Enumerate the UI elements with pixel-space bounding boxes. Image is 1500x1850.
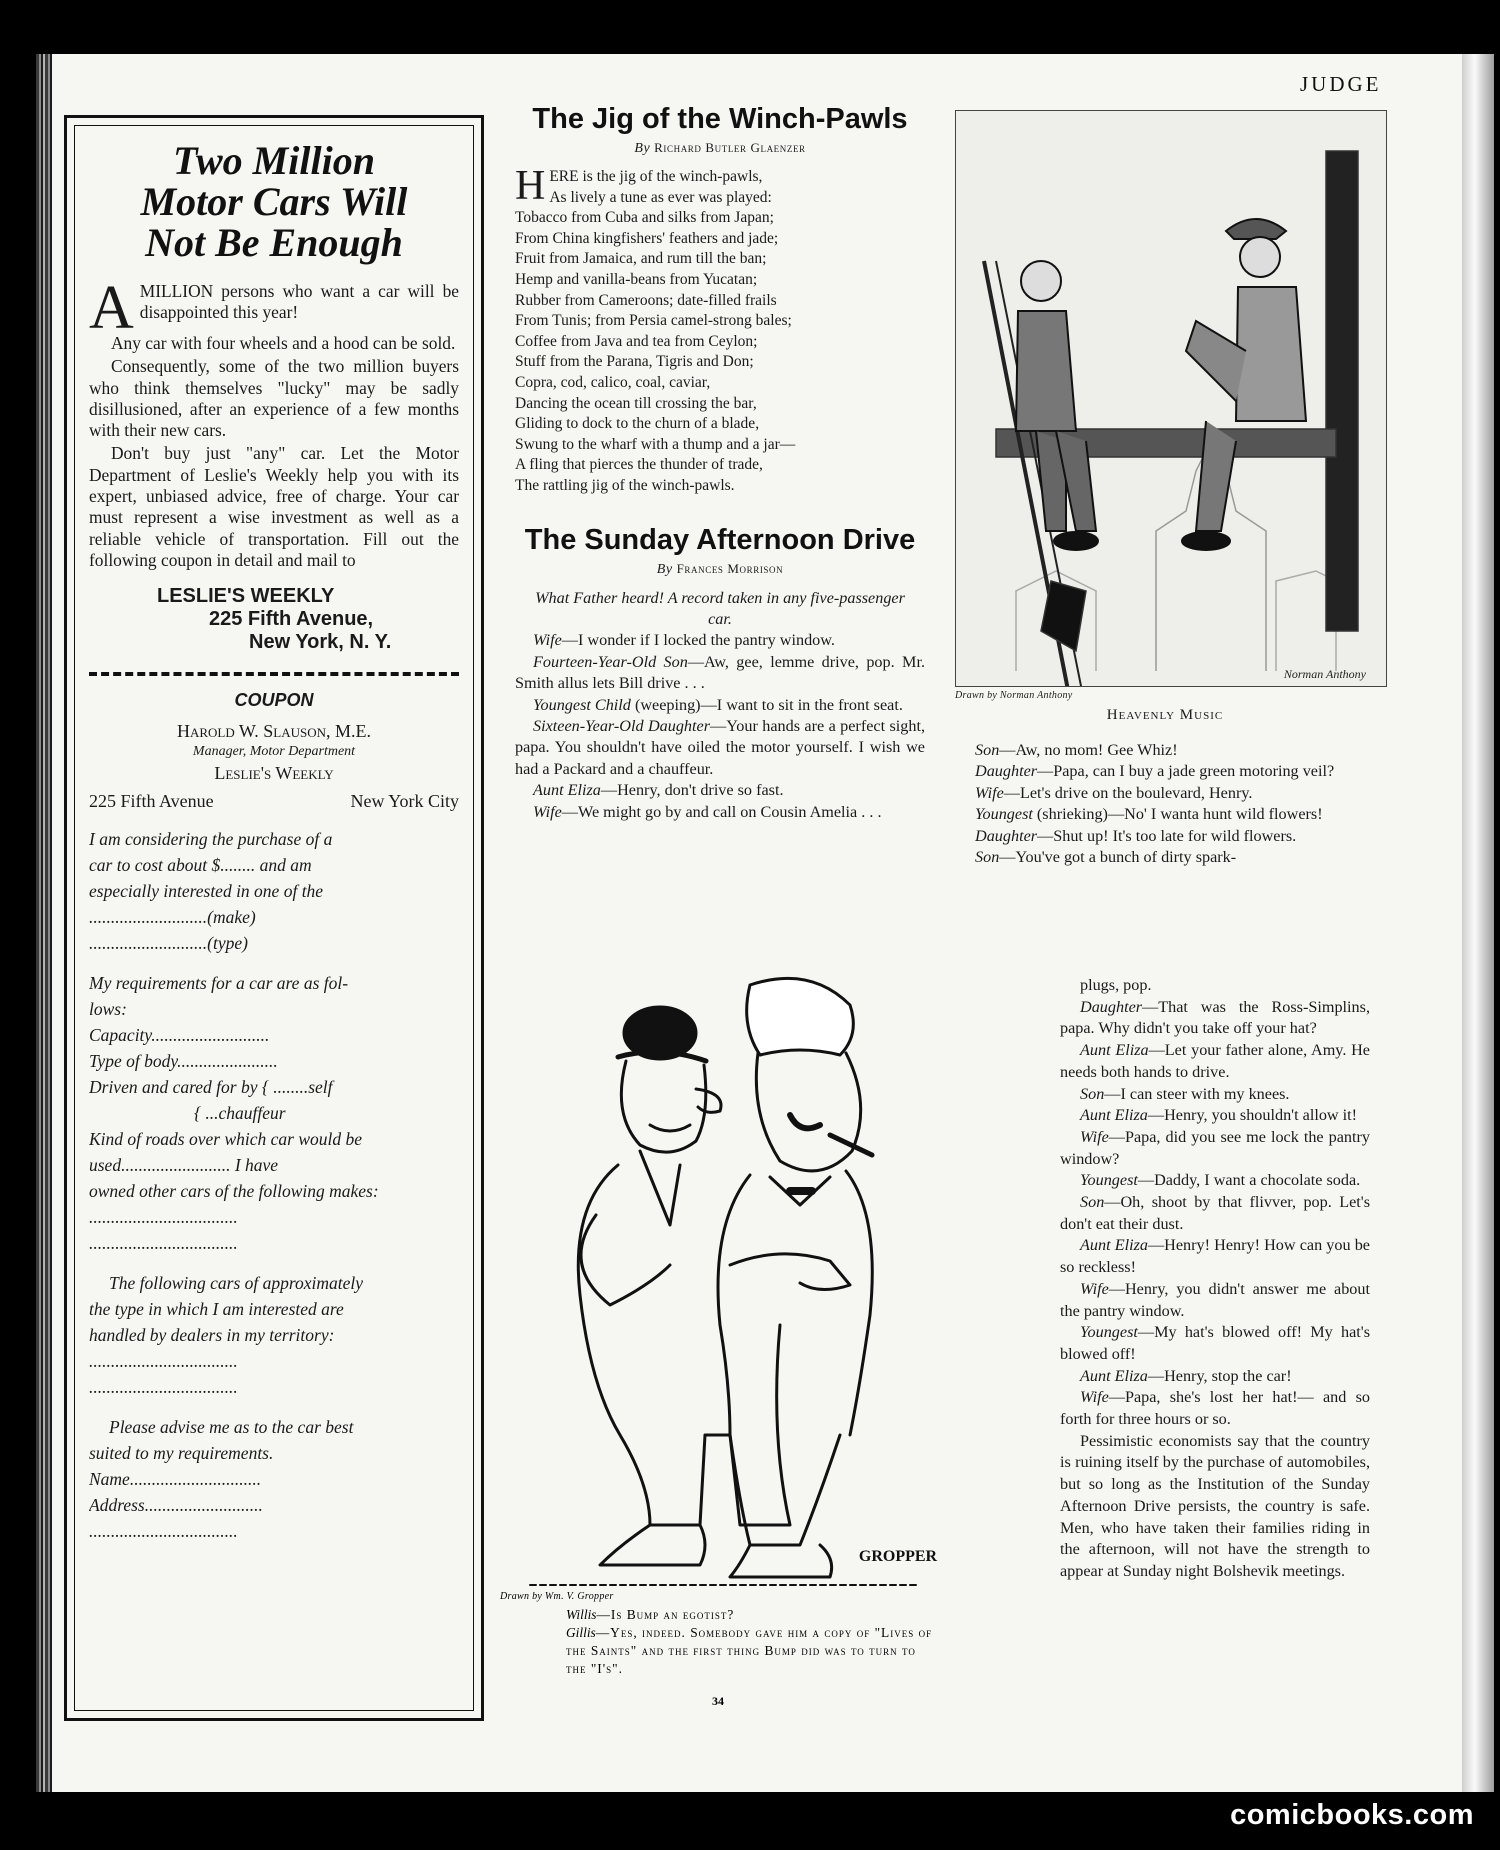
speaker: Wife	[1080, 1279, 1109, 1298]
drive-author: Frances Morrison	[676, 560, 784, 576]
poem-line: As lively a tune as ever was played:	[549, 188, 772, 206]
dialogue-line	[1060, 1235, 1370, 1278]
caption-line-1	[536, 1606, 936, 1624]
poem-title: The Jig of the Winch-Pawls	[532, 103, 908, 135]
dialogue-line	[955, 847, 1375, 868]
address-line: LESLIE'S WEEKLY	[157, 585, 335, 608]
drive-byline	[515, 561, 925, 578]
dialogue-line	[515, 802, 925, 823]
cartoon-illustration	[500, 965, 940, 1605]
coupon-form-line[interactable]: ..................................	[89, 1377, 238, 1398]
drive-title: The Sunday Afternoon Drive	[524, 523, 916, 556]
poem-line: Gliding to dock to the churn of a blade,	[515, 415, 760, 433]
speaker: Gillis	[566, 1625, 596, 1640]
illustration-heavenly-music	[955, 110, 1387, 687]
page-edge	[1462, 54, 1494, 1792]
right-column	[955, 690, 1375, 868]
coupon-form-line[interactable]: Name..............................	[89, 1469, 262, 1490]
dialogue-line	[515, 716, 925, 780]
coupon-cut-line	[89, 672, 459, 676]
dialogue-line	[1060, 1387, 1370, 1430]
dialogue-line	[1060, 997, 1370, 1040]
coupon-form-line[interactable]: ..................................	[89, 1351, 238, 1372]
speaker: Aunt Eliza	[1080, 1366, 1148, 1385]
cartoon-two-men	[500, 965, 940, 1625]
dialogue-text: plugs, pop.	[1080, 976, 1152, 994]
coupon-form-line[interactable]: ..................................	[89, 1233, 238, 1254]
dialogue-line	[1060, 1366, 1370, 1388]
coupon-form-line[interactable]: I am considering the purchase of a	[89, 829, 333, 850]
caption-line-2	[536, 1624, 936, 1678]
coupon-form-line[interactable]: Please advise me as to the car best	[109, 1417, 354, 1438]
dialogue-text: —Aw, no mom! Gee Whiz!	[999, 741, 1178, 759]
dialogue-line	[1060, 1279, 1370, 1322]
drive-continued-narrow	[1060, 975, 1370, 1583]
speaker: Youngest	[1080, 1323, 1138, 1342]
poem-line: Copra, cod, calico, coal, caviar,	[515, 373, 711, 391]
speaker: Son	[975, 741, 1000, 759]
speaker: Wife	[533, 802, 562, 821]
coupon-street-row	[89, 791, 459, 812]
advertisement-box	[64, 115, 484, 1721]
coupon-form-line[interactable]: especially interested in one of the	[89, 881, 324, 902]
speaker: Sixteen-Year-Old Daughter	[533, 716, 711, 735]
poem-line: Coffee from Java and tea from Ceylon;	[515, 332, 758, 350]
illustration-drawing	[956, 111, 1386, 686]
dialogue-text: —Daddy, I want a chocolate soda.	[1137, 1171, 1361, 1190]
dialogue-text: —Henry, don't drive so fast.	[600, 781, 784, 800]
speaker: Aunt Eliza	[533, 781, 601, 800]
dialogue-line	[515, 652, 925, 695]
dialogue-line	[955, 804, 1375, 825]
speaker: Youngest	[975, 805, 1033, 824]
dialogue-text: —Oh, shoot by that flivver, pop. Let's don't eat their dust.	[1060, 1193, 1370, 1233]
dialogue-text: —Henry! Henry! How can you be so reckless!	[1060, 1236, 1370, 1277]
ad-paragraph	[89, 274, 459, 342]
poem-line: A fling that pierces the thunder of trade,	[515, 456, 763, 474]
dialogue-line	[1060, 975, 1370, 997]
coupon-form-line[interactable]: car to cost about $........ and am	[89, 855, 312, 876]
coupon-form-line[interactable]: ...........................(type)	[89, 933, 248, 954]
coupon-form-line[interactable]: owned other cars of the following makes:	[89, 1181, 379, 1202]
coupon-form-line[interactable]: { ...chauffeur	[89, 1103, 286, 1124]
illustration-credit: Drawn by Norman Anthony	[955, 690, 1073, 701]
speaker: Aunt Eliza	[1080, 1106, 1148, 1125]
dialogue-text: —Shut up! It's too late for wild flowers.	[1037, 826, 1297, 845]
poem-line: Tobacco from Cuba and silks from Japan;	[515, 209, 774, 227]
caption-text: —Yes, indeed. Somebody gave him a copy of "Lives of the Saints" and the first thing Bump did was to turn to the "I's".	[566, 1625, 933, 1676]
dropcap: H	[515, 163, 546, 209]
speaker: Aunt Eliza	[1080, 1236, 1148, 1255]
page-number: 34	[712, 1694, 724, 1708]
byline-prefix: By	[634, 141, 651, 156]
address-line: New York, N. Y.	[249, 631, 392, 654]
dialogue-text: —I can steer with my knees.	[1104, 1084, 1290, 1103]
dialogue-line	[1060, 1040, 1370, 1083]
poem-byline	[515, 140, 925, 157]
ad-paragraph: Don't buy just "any" car. Let the Motor Department of Leslie's Weekly help you with its expert, unbiased advice, free of charge. Your car must represent a wise investment as well as a reliable vehicle of transportation. Fill out the following coupon in detail and mail to	[89, 443, 459, 570]
speaker: Wife	[1080, 1388, 1109, 1407]
mailing-address	[157, 585, 459, 654]
running-head: JUDGE	[1300, 72, 1382, 96]
coupon-form-line[interactable]: Capacity...........................	[89, 1025, 270, 1046]
dialogue-line	[955, 761, 1375, 782]
drive-body	[515, 588, 925, 823]
dialogue-text: —Papa, can I buy a jade green motoring veil?	[1037, 762, 1335, 781]
dialogue-text: —You've got a bunch of dirty spark-	[999, 848, 1237, 867]
dialogue-line	[1060, 1431, 1370, 1583]
speaker: Aunt Eliza	[1080, 1041, 1149, 1060]
address-line: 225 Fifth Avenue,	[209, 608, 374, 631]
poem-line: The rattling jig of the winch-pawls.	[515, 476, 735, 494]
dialogue-text: (weeping)—I want to sit in the front seat.	[630, 695, 903, 714]
dialogue-text: —That was the Ross-Simplins, papa. Why didn't you take off your hat?	[1060, 997, 1370, 1038]
byline-prefix: By	[656, 561, 673, 577]
ad-title-line: Two Million	[173, 138, 375, 183]
coupon-form-line[interactable]: My requirements for a car are as fol-	[89, 973, 349, 994]
dialogue-text: —Your hands are a perfect sight, papa. You shouldn't have oiled the motor yourself. I wish we had a Packard and a chauffeur.	[515, 716, 925, 778]
dialogue-text: —Let's drive on the boulevard, Henry.	[1003, 783, 1253, 802]
speaker: Wife	[533, 631, 562, 650]
cartoon-caption	[536, 1606, 936, 1678]
artist-signature: GROPPER	[858, 1548, 938, 1565]
speaker: Wife	[975, 783, 1004, 802]
dialogue-text: Pessimistic economists say that the country is ruining itself by the purchase of automobiles, but so long as the Institution of the Sunday Afternoon Drive persists, the country is safe. Men, who have taken their families riding in the afternoon, will not have the strength to appear at Sunday night Bolshevik meetings.	[1060, 1431, 1370, 1580]
poem-line: Hemp and vanilla-beans from Yucatan;	[515, 270, 758, 288]
coupon-form-line[interactable]: ..................................	[89, 1207, 238, 1228]
dialogue-text: —Papa, she's lost her hat!— and so forth for three hours or so.	[1060, 1388, 1370, 1429]
dialogue-line	[515, 780, 925, 801]
dialogue-line	[1060, 1322, 1370, 1365]
dialogue-text: —Henry, stop the car!	[1147, 1366, 1292, 1385]
dialogue-text: —Let your father alone, Amy. He needs both hands to drive.	[1060, 1041, 1370, 1081]
speaker: Youngest Child	[533, 695, 631, 714]
ad-body	[89, 274, 459, 571]
poem-author: Richard Butler Glaenzer	[654, 140, 806, 155]
dialogue-line	[515, 695, 925, 716]
coupon-form-line[interactable]: the type in which I am interested are	[89, 1299, 344, 1320]
recipient-name: Harold W. Slauson, M.E.	[176, 721, 372, 742]
dialogue-line	[955, 783, 1375, 804]
coupon-recipient	[89, 719, 459, 785]
coupon-form-line[interactable]: Driven and cared for by { ........self	[89, 1077, 333, 1098]
speaker: Daughter	[1080, 997, 1143, 1016]
poem-line: Fruit from Jamaica, and rum till the ban;	[515, 250, 767, 268]
ad-title	[89, 140, 459, 263]
dialogue-line	[955, 826, 1375, 847]
recipient-publication: Leslie's Weekly	[214, 763, 334, 784]
ad-paragraph-text: MILLION persons who want a car will be disappointed this year!	[139, 281, 459, 323]
dialogue-line	[1060, 1170, 1370, 1192]
coupon-form-line[interactable]: Address...........................	[89, 1495, 263, 1516]
coupon-form-line[interactable]: used......................... I have	[89, 1155, 279, 1176]
dialogue-text: —Aw, gee, lemme drive, pop. Mr. Smith allus lets Bill drive . . .	[515, 652, 925, 693]
coupon-form-line[interactable]: handled by dealers in my territory:	[89, 1325, 335, 1346]
poem-line: From China kingfishers' feathers and jade;	[515, 229, 779, 247]
speaker: Son	[1080, 1084, 1105, 1103]
poem-line: ERE is the jig of the winch-pawls,	[549, 168, 763, 185]
advertisement-inner	[74, 125, 474, 1711]
speaker: Son	[975, 848, 1000, 867]
coupon-city: New York City	[350, 791, 459, 812]
coupon-form-line[interactable]: lows:	[89, 999, 127, 1020]
poem-line: Dancing the ocean till crossing the bar,	[515, 394, 757, 412]
illustrator-signature: Norman Anthony	[1283, 667, 1366, 681]
speaker: Fourteen-Year-Old Son	[533, 652, 688, 671]
poem-line: Rubber from Cameroons; date-filled frails	[515, 291, 777, 309]
coupon-form-line[interactable]: ...........................(make)	[89, 907, 256, 928]
ad-paragraph: Consequently, some of the two million buyers who think themselves "lucky" may be sadly disillusioned, after an experience of a few months with their new cars.	[89, 356, 459, 441]
dialogue-line	[1060, 1084, 1370, 1106]
dialogue-text: —We might go by and call on Cousin Amelia . . .	[561, 802, 882, 821]
recipient-role: Manager, Motor Department	[192, 744, 356, 760]
drive-continued	[955, 740, 1375, 868]
speaker: Son	[1080, 1193, 1105, 1212]
dialogue-line	[1060, 1105, 1370, 1127]
dialogue-line	[515, 630, 925, 651]
coupon-form-line[interactable]: Kind of roads over which car would be	[89, 1129, 363, 1150]
coupon-form-line[interactable]: ..................................	[89, 1521, 238, 1542]
coupon-form-line[interactable]: suited to my requirements.	[89, 1443, 274, 1464]
dialogue-text: —Henry, you shouldn't allow it!	[1147, 1106, 1358, 1125]
dialogue-line	[1060, 1127, 1370, 1170]
drive-lead: What Father heard! A record taken in any five-passenger car.	[535, 588, 905, 628]
dialogue-text: —Papa, did you see me lock the pantry window?	[1060, 1127, 1370, 1168]
poem-body	[515, 163, 925, 497]
dropcap: A	[89, 274, 134, 342]
dialogue-text: —Henry, you didn't answer me about the pantry window.	[1060, 1279, 1370, 1320]
dialogue-line	[955, 740, 1375, 761]
poem-line: From Tunis; from Persia camel-strong bales;	[515, 312, 792, 330]
speaker: Daughter	[975, 762, 1038, 781]
speaker: Daughter	[975, 826, 1038, 845]
coupon-street: 225 Fifth Avenue	[89, 791, 214, 812]
dialogue-text: —My hat's blowed off! My hat's blowed off!	[1060, 1323, 1370, 1363]
dialogue-text: (shrieking)—No' I wanta hunt wild flowers!	[1032, 805, 1323, 824]
speaker: Wife	[1080, 1127, 1109, 1146]
coupon-form-line[interactable]: The following cars of approximately	[109, 1273, 364, 1294]
coupon-title: COUPON	[234, 690, 314, 711]
speaker: Youngest	[1080, 1171, 1138, 1190]
coupon-form[interactable]	[89, 826, 459, 1544]
middle-column	[515, 102, 925, 823]
coupon-form-line[interactable]: Type of body.......................	[89, 1051, 278, 1072]
watermark: comicbooks.com	[1230, 1799, 1474, 1831]
dialogue-text: —I wonder if I locked the pantry window.	[561, 631, 835, 650]
speaker: Willis	[566, 1607, 597, 1622]
poem-line: Stuff from the Parana, Tigris and Don;	[515, 353, 754, 371]
ad-paragraph: Any car with four wheels and a hood can be sold.	[111, 333, 456, 353]
caption-text: —Is Bump an egotist?	[596, 1607, 735, 1622]
dialogue-line	[1060, 1192, 1370, 1235]
ad-title-line: Not Be Enough	[145, 220, 403, 265]
poem-line: Swung to the wharf with a thump and a jar—	[515, 435, 796, 453]
illustration-title: Heavenly Music	[1106, 707, 1224, 723]
ad-title-line: Motor Cars Will	[140, 179, 408, 224]
cartoon-credit: Drawn by Wm. V. Gropper	[500, 1591, 614, 1602]
